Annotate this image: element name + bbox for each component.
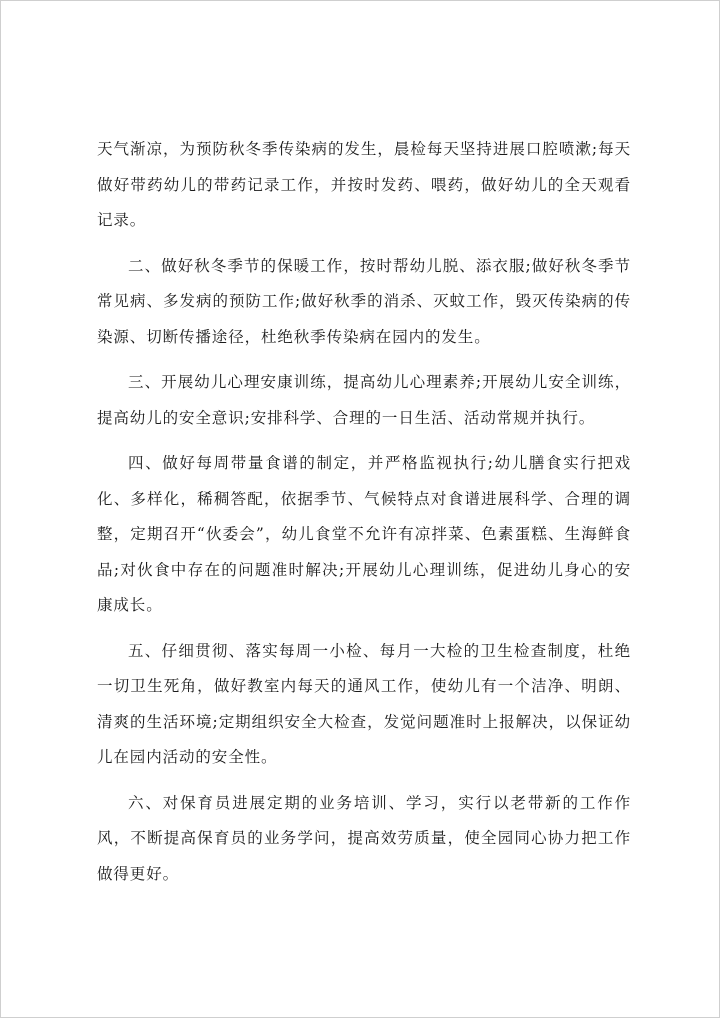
- paragraph-item-5: 五、仔细贯彻、落实每周一小检、每月一大检的卫生检查制度，杜绝一切卫生死角，做好教室内每天的通风工作，使幼儿有一个洁净、明朗、清爽的生活环境;定期组织安全大检查，发觉问题准时上报解决，以保证幼儿在园内活动的安全性。: [97, 641, 631, 766]
- paragraph-item-4: 四、做好每周带量食谱的制定，并严格监视执行;幼儿膳食实行把戏化、多样化，稀稠答配，依据季节、气候特点对食谱进展科学、合理的调整，定期召开“伙委会”，幼儿食堂不允许有凉拌菜、色素蛋糕、生海鲜食品;对伙食中存在的问题准时解决;开展幼儿心理训练，促进幼儿身心的安康成长。: [97, 454, 631, 614]
- paragraph-item-2: 二、做好秋冬季节的保暖工作，按时帮幼儿脱、添衣服;做好秋冬季节常见病、多发病的预防工作;做好秋季的消杀、灭蚊工作，毁灭传染病的传染源、切断传播途径，杜绝秋季传染病在园内的发生。: [97, 256, 631, 346]
- paragraph-continued: 天气渐凉，为预防秋冬季传染病的发生，晨检每天坚持进展口腔喷漱;每天做好带药幼儿的带药记录工作，并按时发药、喂药，做好幼儿的全天观看记录。: [97, 140, 631, 229]
- paragraph-item-6: 六、对保育员进展定期的业务培训、学习，实行以老带新的工作作风，不断提高保育员的业务学问，提高效劳质量，使全园同心协力把工作做得更好。: [97, 793, 631, 883]
- document-body: [97, 132, 631, 902]
- paragraph-item-3: 三、开展幼儿心理安康训练，提高幼儿心理素养;开展幼儿安全训练，提高幼儿的安全意识;安排科学、合理的一日生活、活动常规并执行。: [97, 373, 631, 427]
